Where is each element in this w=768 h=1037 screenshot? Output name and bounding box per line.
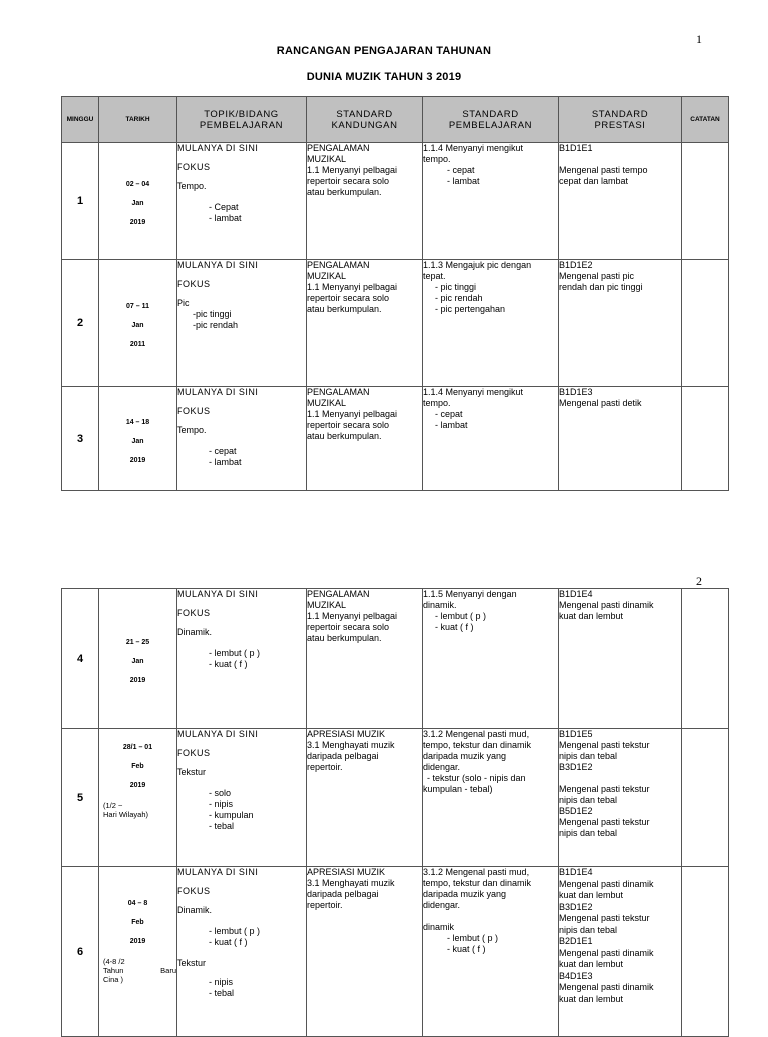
week-number: 3 xyxy=(62,387,99,491)
table-row xyxy=(62,729,729,867)
notes-cell xyxy=(682,867,729,1037)
date-cell: 14 – 18 Jan 2019 xyxy=(99,387,177,491)
table-row xyxy=(62,867,729,1037)
topic-cell: MULANYA DI SINI FOKUS Tempo. - Cepat - lambat xyxy=(177,143,307,260)
date-cell: 04 – 8 Feb 2019 (4-8 /2 Tahun Baru Cina ) xyxy=(99,867,177,1037)
notes-cell xyxy=(682,589,729,729)
learning-standard-cell: 1.1.5 Menyanyi dengan dinamik. - lembut ( p ) - kuat ( f ) xyxy=(423,589,559,729)
content-standard-cell: APRESIASI MUZIK 3.1 Menghayati muzik daripada pelbagai repertoir. xyxy=(307,867,423,1037)
learning-standard-cell: 1.1.4 Menyanyi mengikut tempo. - cepat - lambat xyxy=(423,387,559,491)
topic-cell: MULANYA DI SINI FOKUS Pic -pic tinggi -pic rendah xyxy=(177,260,307,387)
notes-cell xyxy=(682,143,729,260)
header-catatan: CATATAN xyxy=(682,97,729,143)
topic-cell: MULANYA DI SINI FOKUS Dinamik. - lembut ( p ) - kuat ( f ) Tekstur - nipis - tebal xyxy=(177,867,307,1037)
content-standard-cell: PENGALAMAN MUZIKAL 1.1 Menyanyi pelbagai repertoir secara solo atau berkumpulan. xyxy=(307,387,423,491)
table-header-row xyxy=(62,97,729,143)
performance-standard-cell: B1D1E2 Mengenal pasti pic rendah dan pic tinggi xyxy=(559,260,682,387)
performance-standard-cell: B1D1E4 Mengenal pasti dinamik kuat dan lembut xyxy=(559,589,682,729)
date-cell: 07 – 11 Jan 2011 xyxy=(99,260,177,387)
page-number: 1 xyxy=(696,32,702,46)
table-row xyxy=(62,260,729,387)
content-standard-cell: APRESIASI MUZIK 3.1 Menghayati muzik daripada pelbagai repertoir. xyxy=(307,729,423,867)
learning-standard-cell: 3.1.2 Mengenal pasti mud, tempo, tekstur dan dinamik daripada muzik yang didengar. - tekstur (solo - nipis dan kumpulan - tebal) xyxy=(423,729,559,867)
header-kandungan: STANDARD KANDUNGAN xyxy=(307,97,423,143)
date-cell: 28/1 – 01 Feb 2019 (1/2 ~ Hari Wilayah) xyxy=(99,729,177,867)
performance-standard-cell: B1D1E5 Mengenal pasti tekstur nipis dan tebal B3D1E2 Mengenal pasti tekstur nipis dan tebal B5D1E2 Mengenal pasti tekstur nipis dan tebal xyxy=(559,729,682,867)
plan-table-page-1 xyxy=(61,96,729,491)
topic-cell: MULANYA DI SINI FOKUS Dinamik. - lembut ( p ) - kuat ( f ) xyxy=(177,589,307,729)
topic-cell: MULANYA DI SINI FOKUS Tekstur - solo - nipis - kumpulan - tebal xyxy=(177,729,307,867)
date-cell: 21 – 25 Jan 2019 xyxy=(99,589,177,729)
notes-cell xyxy=(682,387,729,491)
performance-standard-cell: B1D1E3 Mengenal pasti detik xyxy=(559,387,682,491)
document-title: RANCANGAN PENGAJARAN TAHUNAN xyxy=(276,45,492,57)
learning-standard-cell: 1.1.4 Menyanyi mengikut tempo. - cepat - lambat xyxy=(423,143,559,260)
table-row xyxy=(62,589,729,729)
header-prestasi: STANDARD PRESTASI xyxy=(559,97,682,143)
week-number: 1 xyxy=(62,143,99,260)
table-row xyxy=(62,387,729,491)
notes-cell xyxy=(682,260,729,387)
week-number: 2 xyxy=(62,260,99,387)
header-tarikh: TARIKH xyxy=(99,97,177,143)
notes-cell xyxy=(682,729,729,867)
content-standard-cell: PENGALAMAN MUZIKAL 1.1 Menyanyi pelbagai repertoir secara solo atau berkumpulan. xyxy=(307,143,423,260)
topic-cell: MULANYA DI SINI FOKUS Tempo. - cepat - lambat xyxy=(177,387,307,491)
document-subtitle: DUNIA MUZIK TAHUN 3 2019 xyxy=(306,71,462,83)
date-cell: 02 – 04 Jan 2019 xyxy=(99,143,177,260)
week-number: 5 xyxy=(62,729,99,867)
content-standard-cell: PENGALAMAN MUZIKAL 1.1 Menyanyi pelbagai repertoir secara solo atau berkumpulan. xyxy=(307,589,423,729)
header-minggu: MINGGU xyxy=(62,97,99,143)
learning-standard-cell: 3.1.2 Mengenal pasti mud, tempo, tekstur dan dinamik daripada muzik yang didengar. dinamik - lembut ( p ) - kuat ( f ) xyxy=(423,867,559,1037)
week-number: 6 xyxy=(62,867,99,1037)
week-number: 4 xyxy=(62,589,99,729)
header-topik: TOPIK/BIDANG PEMBELAJARAN xyxy=(177,97,307,143)
table-row xyxy=(62,143,729,260)
content-standard-cell: PENGALAMAN MUZIKAL 1.1 Menyanyi pelbagai repertoir secara solo atau berkumpulan. xyxy=(307,260,423,387)
page-number: 2 xyxy=(696,574,702,588)
performance-standard-cell: B1D1E1 Mengenal pasti tempo cepat dan lambat xyxy=(559,143,682,260)
learning-standard-cell: 1.1.3 Mengajuk pic dengan tepat. - pic tinggi - pic rendah - pic pertengahan xyxy=(423,260,559,387)
header-pembelajaran: STANDARD PEMBELAJARAN xyxy=(423,97,559,143)
performance-standard-cell: B1D1E4 Mengenal pasti dinamik kuat dan lembut B3D1E2 Mengenal pasti tekstur nipis dan tebal B2D1E1 Mengenal pasti dinamik kuat dan lembut B4D1E3 Mengenal pasti dinamik kuat dan lembut xyxy=(559,867,682,1037)
plan-table-page-2 xyxy=(61,588,729,1037)
